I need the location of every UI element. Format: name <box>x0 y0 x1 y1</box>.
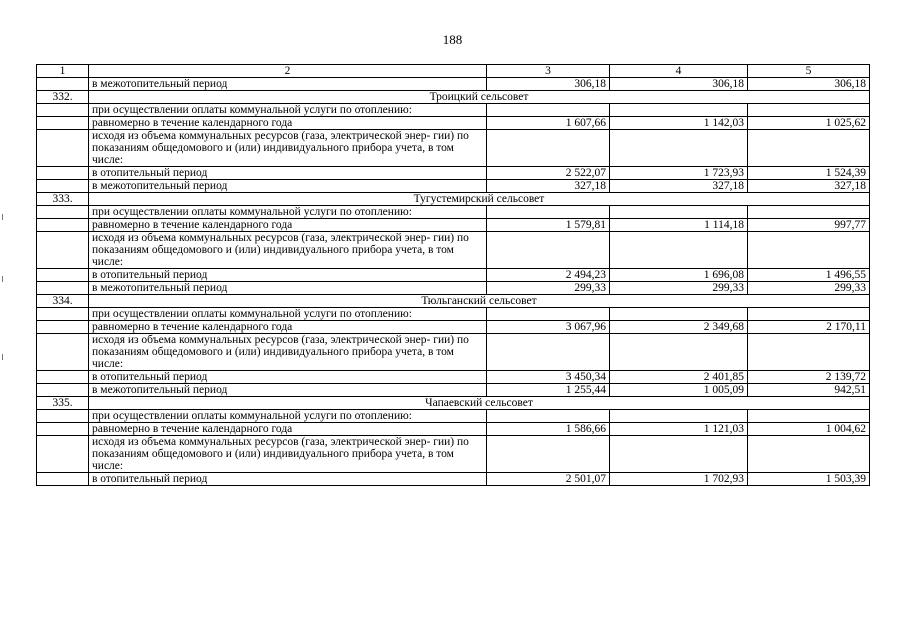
value-cell-col3 <box>487 104 610 117</box>
row-number-cell <box>37 334 89 371</box>
value-cell-col3 <box>487 410 610 423</box>
value-cell-col3: 1 586,66 <box>487 423 610 436</box>
row-label-cell: в межотопительный период <box>89 282 487 295</box>
row-number-cell <box>37 410 89 423</box>
row-label-cell: равномерно в течение календарного года <box>89 219 487 232</box>
value-cell-col5: 2 139,72 <box>748 371 870 384</box>
scan-edge-mark <box>2 276 3 282</box>
table-row <box>37 371 870 384</box>
value-cell-col3: 306,18 <box>487 78 610 91</box>
value-cell-col4: 306,18 <box>610 78 748 91</box>
value-cell-col4: 2 401,85 <box>610 371 748 384</box>
value-cell-col3 <box>487 232 610 269</box>
section-row <box>37 91 870 104</box>
table-row <box>37 219 870 232</box>
section-title: Чапаевский сельсовет <box>89 397 870 410</box>
row-label-cell: в отопительный период <box>89 371 487 384</box>
row-label-cell: в межотопительный период <box>89 78 487 91</box>
value-cell-col5 <box>748 206 870 219</box>
value-cell-col3: 2 494,23 <box>487 269 610 282</box>
table-row <box>37 130 870 167</box>
row-number-cell <box>37 232 89 269</box>
table-row <box>37 104 870 117</box>
scan-edge-mark <box>2 354 3 360</box>
value-cell-col3: 1 607,66 <box>487 117 610 130</box>
value-cell-col5: 1 025,62 <box>748 117 870 130</box>
value-cell-col3: 327,18 <box>487 180 610 193</box>
row-number-cell <box>37 371 89 384</box>
row-label-cell: в межотопительный период <box>89 384 487 397</box>
section-number: 335. <box>37 397 89 410</box>
row-label-cell: равномерно в течение календарного года <box>89 117 487 130</box>
row-label-cell: исходя из объема коммунальных ресурсов (газа, электрической энер- гии) по показаниям общедомового и (или) индивидуального прибора учета, в том числе: <box>89 130 487 167</box>
value-cell-col5 <box>748 232 870 269</box>
row-label-cell: в отопительный период <box>89 473 487 486</box>
value-cell-col5 <box>748 334 870 371</box>
value-cell-col4 <box>610 130 748 167</box>
value-cell-col5 <box>748 308 870 321</box>
scan-edge-mark <box>2 214 3 220</box>
value-cell-col4: 1 121,03 <box>610 423 748 436</box>
table-row <box>37 423 870 436</box>
column-header-3: 3 <box>487 65 610 78</box>
page-number: 188 <box>442 32 463 47</box>
row-label-cell: при осуществлении оплаты коммунальной услуги по отоплению: <box>89 104 487 117</box>
value-cell-col3 <box>487 436 610 473</box>
value-cell-col5: 1 524,39 <box>748 167 870 180</box>
row-label-cell: равномерно в течение календарного года <box>89 321 487 334</box>
value-cell-col3: 3 450,34 <box>487 371 610 384</box>
value-cell-col5: 306,18 <box>748 78 870 91</box>
row-number-cell <box>37 308 89 321</box>
row-number-cell <box>37 78 89 91</box>
section-row <box>37 193 870 206</box>
section-number: 334. <box>37 295 89 308</box>
value-cell-col4 <box>610 410 748 423</box>
value-cell-col4: 1 005,09 <box>610 384 748 397</box>
table-row <box>37 78 870 91</box>
section-number: 333. <box>37 193 89 206</box>
column-header-5: 5 <box>748 65 870 78</box>
row-number-cell <box>37 473 89 486</box>
row-label-cell: при осуществлении оплаты коммунальной услуги по отоплению: <box>89 206 487 219</box>
table-row <box>37 282 870 295</box>
value-cell-col4 <box>610 232 748 269</box>
row-label-cell: в отопительный период <box>89 269 487 282</box>
value-cell-col5: 1 503,39 <box>748 473 870 486</box>
table-row <box>37 473 870 486</box>
table-row <box>37 436 870 473</box>
row-number-cell <box>37 130 89 167</box>
value-cell-col5: 942,51 <box>748 384 870 397</box>
value-cell-col3: 3 067,96 <box>487 321 610 334</box>
value-cell-col5 <box>748 410 870 423</box>
value-cell-col4 <box>610 206 748 219</box>
row-label-cell: исходя из объема коммунальных ресурсов (газа, электрической энер- гии) по показаниям общедомового и (или) индивидуального прибора учета, в том числе: <box>89 334 487 371</box>
value-cell-col3: 299,33 <box>487 282 610 295</box>
column-header-4: 4 <box>610 65 748 78</box>
value-cell-col5 <box>748 104 870 117</box>
table-row <box>37 321 870 334</box>
section-title: Тугустемирский сельсовет <box>89 193 870 206</box>
table-row <box>37 117 870 130</box>
column-number-row <box>37 65 870 78</box>
value-cell-col5: 997,77 <box>748 219 870 232</box>
value-cell-col3: 2 501,07 <box>487 473 610 486</box>
row-label-cell: исходя из объема коммунальных ресурсов (газа, электрической энер- гии) по показаниям общедомового и (или) индивидуального прибора учета, в том числе: <box>89 436 487 473</box>
row-number-cell <box>37 423 89 436</box>
table-row <box>37 410 870 423</box>
row-number-cell <box>37 384 89 397</box>
value-cell-col3 <box>487 334 610 371</box>
value-cell-col3 <box>487 206 610 219</box>
table-row <box>37 180 870 193</box>
row-label-cell: при осуществлении оплаты коммунальной услуги по отоплению: <box>89 410 487 423</box>
value-cell-col4 <box>610 436 748 473</box>
value-cell-col4: 1 696,08 <box>610 269 748 282</box>
row-label-cell: равномерно в течение календарного года <box>89 423 487 436</box>
row-number-cell <box>37 180 89 193</box>
row-number-cell <box>37 436 89 473</box>
value-cell-col3 <box>487 308 610 321</box>
tariff-table <box>36 64 870 486</box>
value-cell-col4 <box>610 308 748 321</box>
row-label-cell: при осуществлении оплаты коммунальной услуги по отоплению: <box>89 308 487 321</box>
section-row <box>37 397 870 410</box>
row-number-cell <box>37 206 89 219</box>
row-number-cell <box>37 104 89 117</box>
column-header-2: 2 <box>89 65 487 78</box>
table-row <box>37 206 870 219</box>
table-row <box>37 232 870 269</box>
value-cell-col4: 299,33 <box>610 282 748 295</box>
value-cell-col4 <box>610 334 748 371</box>
value-cell-col3: 1 579,81 <box>487 219 610 232</box>
row-number-cell <box>37 167 89 180</box>
value-cell-col5: 1 004,62 <box>748 423 870 436</box>
value-cell-col5: 2 170,11 <box>748 321 870 334</box>
value-cell-col5 <box>748 130 870 167</box>
table-body <box>37 78 870 486</box>
row-number-cell <box>37 117 89 130</box>
table-row <box>37 308 870 321</box>
value-cell-col3 <box>487 130 610 167</box>
value-cell-col4: 1 723,93 <box>610 167 748 180</box>
table-row <box>37 269 870 282</box>
row-number-cell <box>37 269 89 282</box>
value-cell-col5: 299,33 <box>748 282 870 295</box>
value-cell-col5: 327,18 <box>748 180 870 193</box>
value-cell-col3: 1 255,44 <box>487 384 610 397</box>
value-cell-col5 <box>748 436 870 473</box>
row-number-cell <box>37 219 89 232</box>
section-title: Тюльганский сельсовет <box>89 295 870 308</box>
column-header-1: 1 <box>37 65 89 78</box>
value-cell-col5: 1 496,55 <box>748 269 870 282</box>
table-row <box>37 167 870 180</box>
section-title: Троицкий сельсовет <box>89 91 870 104</box>
row-number-cell <box>37 282 89 295</box>
table-row <box>37 334 870 371</box>
row-label-cell: в отопительный период <box>89 167 487 180</box>
value-cell-col4 <box>610 104 748 117</box>
value-cell-col4: 1 114,18 <box>610 219 748 232</box>
value-cell-col4: 1 142,03 <box>610 117 748 130</box>
value-cell-col4: 327,18 <box>610 180 748 193</box>
table-row <box>37 384 870 397</box>
value-cell-col3: 2 522,07 <box>487 167 610 180</box>
section-row <box>37 295 870 308</box>
row-number-cell <box>37 321 89 334</box>
value-cell-col4: 1 702,93 <box>610 473 748 486</box>
row-label-cell: в межотопительный период <box>89 180 487 193</box>
section-number: 332. <box>37 91 89 104</box>
row-label-cell: исходя из объема коммунальных ресурсов (газа, электрической энер- гии) по показаниям общедомового и (или) индивидуального прибора учета, в том числе: <box>89 232 487 269</box>
value-cell-col4: 2 349,68 <box>610 321 748 334</box>
